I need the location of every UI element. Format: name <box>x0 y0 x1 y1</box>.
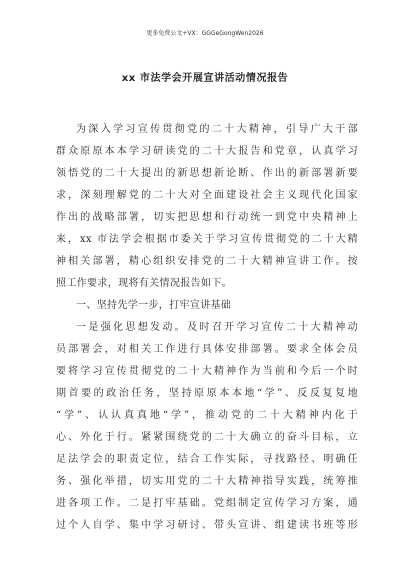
header-note: 更多免费公文+VX：GGGeGongWen2026 <box>146 30 264 37</box>
paragraph-line: 求，深刻理解党的二十大对全面建设社会主义现代化国家 <box>56 190 358 201</box>
section-heading: 一、坚持先学一步，打牢宣讲基础 <box>76 300 232 311</box>
paragraph-line: 员部署会，对相关工作进行具体安排部署。要求全体会员 <box>56 344 358 355</box>
paragraph-line: 足法学会的职责定位，结合工作实际，寻找路径、明确任 <box>56 454 358 465</box>
paragraph-line: 务、强化举措，切实用党的二十大精神指导实践，统筹推 <box>56 476 358 487</box>
paragraph-line: 神相关部署，精心组织安排党的二十大精神宣讲工作。按 <box>56 256 358 267</box>
paragraph-line: 进各项工作。二是打牢基础。党组制定宣传学习方案，通 <box>56 498 358 509</box>
document-title: xx 市法学会开展宣讲活动情况报告 <box>121 73 289 84</box>
paragraph-line: “学”、认认真真地“学”，推动党的二十大精神内化于 <box>56 410 358 421</box>
paragraph-line: 作出的战略部署，切实把思想和行动统一到党中央精神上 <box>56 212 358 223</box>
paragraph-line: 来，xx 市法学会根据市委关于学习宣传贯彻党的二十大精 <box>56 234 358 245</box>
paragraph-line: 要将学习宣传贯彻党的二十大精神作为当前和今后一个时 <box>56 366 358 377</box>
paragraph-line: 期首要的政治任务，坚持原原本本地“学”、反反复复地 <box>56 388 358 399</box>
paragraph-line: 照工作要求，现将有关情况报告如下。 <box>56 278 232 289</box>
paragraph-line: 心、外化于行。紧紧围绕党的二十大确立的奋斗目标，立 <box>56 432 358 443</box>
paragraph-line: 一是强化思想发动。及时召开学习宣传二十大精神动 <box>76 322 358 333</box>
paragraph-line: 群众原原本本学习研读党的二十大报告和党章，认真学习 <box>56 146 358 157</box>
paragraph-line: 为深入学习宣传贯彻党的二十大精神，引导广大干部 <box>76 124 358 135</box>
paragraph-line: 领悟党的二十大提出的新思想新论断、作出的新部署新要 <box>56 168 358 179</box>
paragraph-line: 过个人自学、集中学习研讨、带头宣讲、组建读书班等形 <box>56 520 358 531</box>
